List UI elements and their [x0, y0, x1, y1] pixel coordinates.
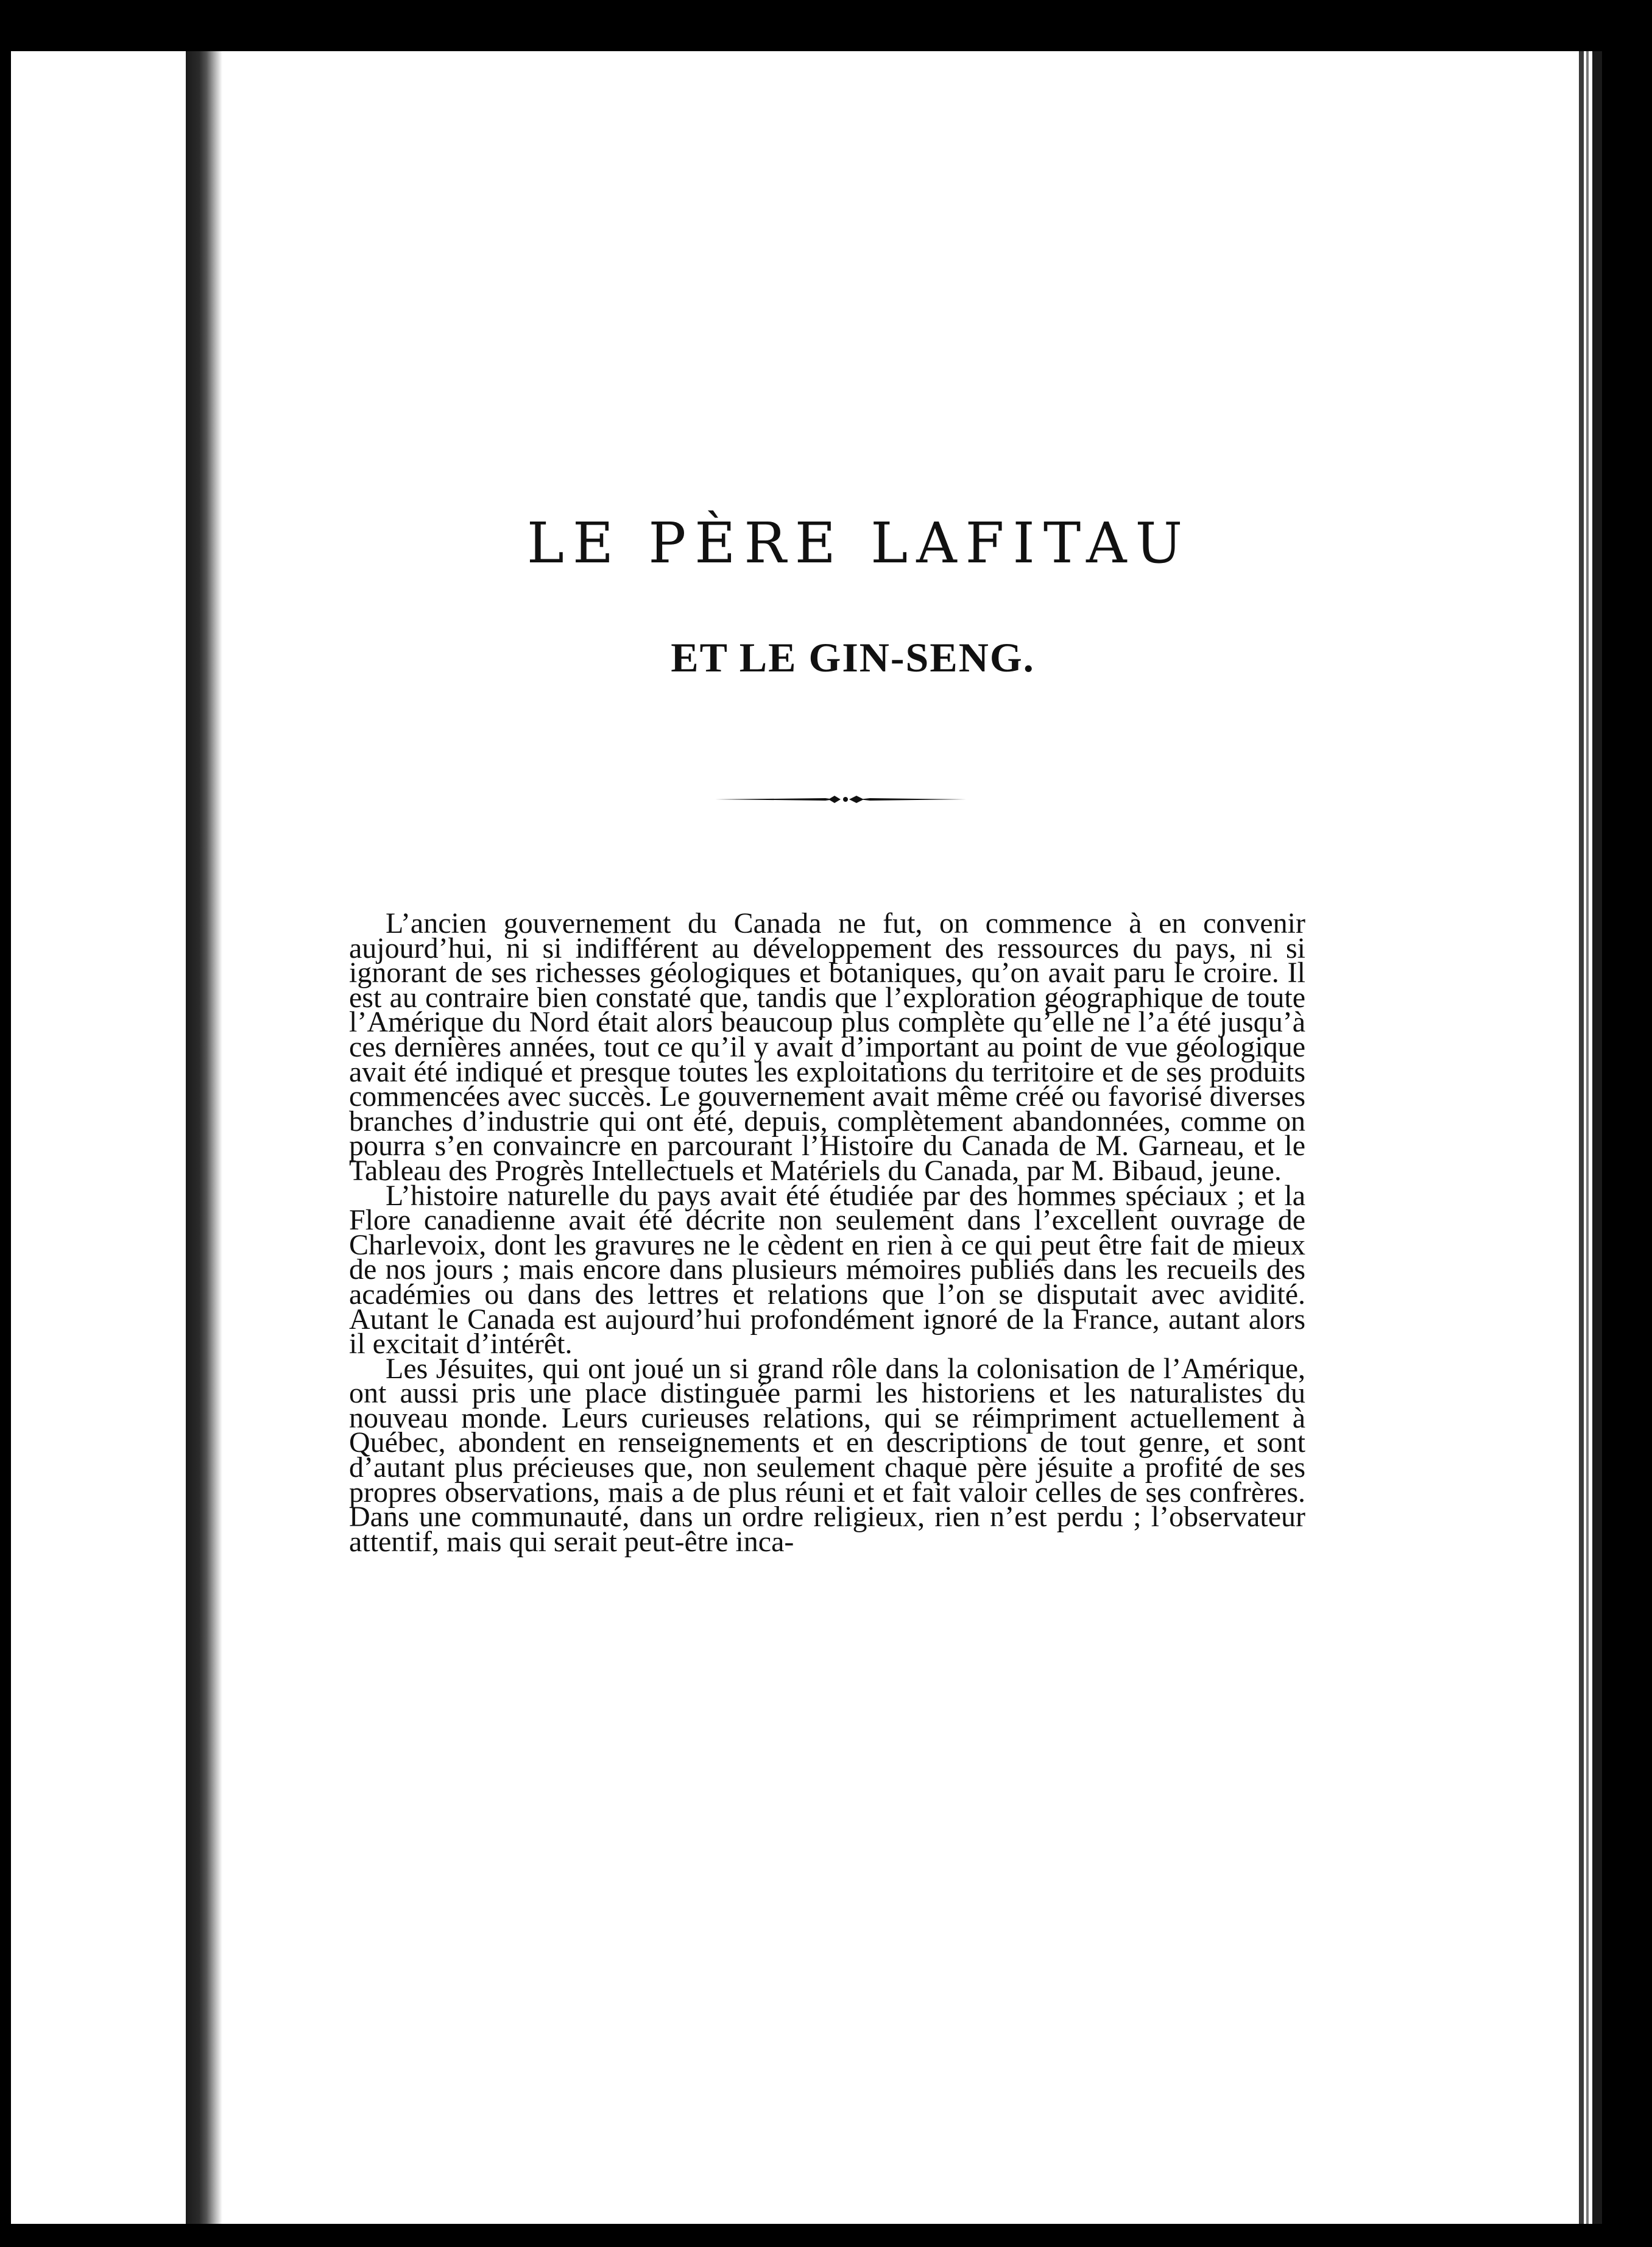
paragraph: L’ancien gouvernement du Canada ne fut, on commence à en convenir aujourd’hui, ni si indifférent au développement des ressources du pays, ni si ignorant de ses richesses géologiques et botaniques, qu’on avait paru le croire. Il est au contraire bien constaté que, tandis que l’exploration géographique de toute l’Amérique du Nord était alors beaucoup plus complète qu’elle ne l’a été jusqu’à ces dernières années, tout ce qu’il y avait d’important au point de vue géologique avait été indiqué et presque toutes les exploitations du territoire et de ses produits commencées avec succès. Le gouvernement avait même créé ou favorisé diverses branches d’industrie qui ont été, depuis, complètement abandonnées, comme on pourra s’en convaincre en parcourant l’Histoire du Canada de M. Garneau, et le Tableau des Progrès Intellectuels et Matériels du Canada, par M. Bibaud, jeune. — [349, 907, 1305, 1187]
paragraph: L’histoire naturelle du pays avait été étudiée par des hommes spéciaux ; et la Flore canadienne avait été décrite non seulement dans l’excellent ouvrage de Charlevoix, dont les gravures ne le cèdent en rien à ce qui peut être fait de mieux de nos jours ; mais encore dans plusieurs mémoires publiés dans les recueils des académies ou dans des lettres et relations que l’on se disputait avec avidité. Autant le Canada est aujourd’hui profondément ignoré de la France, autant alors il excitait d’intérêt. — [349, 1179, 1305, 1361]
page-title: LE PÈRE LAFITAU — [526, 511, 1191, 576]
ornament-divider — [713, 792, 969, 807]
scan-border-bottom — [0, 2224, 1652, 2247]
page-edge-line — [1586, 51, 1589, 2224]
body-text — [349, 907, 1305, 1558]
book-spine-edge — [186, 51, 222, 2224]
scan-border-top — [0, 0, 1652, 51]
page-edge-line — [1579, 51, 1584, 2224]
paragraph: Les Jésuites, qui ont joué un si grand rôle dans la colonisation de l’Amérique, ont aussi pris une place distinguée parmi les historiens et les naturalistes du nouveau monde. Leurs curieuses relations, qui se réimpriment actuellement à Québec, abondent en renseignements et en descriptions de tout genre, et sont d’autant plus précieuses que, non seulement chaque père jésuite a profité de ses propres observations, mais a de plus réuni et et fait valoir celles de ses confrères. Dans une communauté, dans un ordre religieux, rien n’est perdu ; l’observateur attentif, mais qui serait peut-être inca- — [349, 1352, 1305, 1558]
page-subtitle: ET LE GIN-SENG. — [671, 634, 1035, 681]
scan-border-left — [0, 0, 11, 2247]
page-edge-line — [1592, 51, 1602, 2224]
scan-border-right — [1602, 0, 1652, 2247]
